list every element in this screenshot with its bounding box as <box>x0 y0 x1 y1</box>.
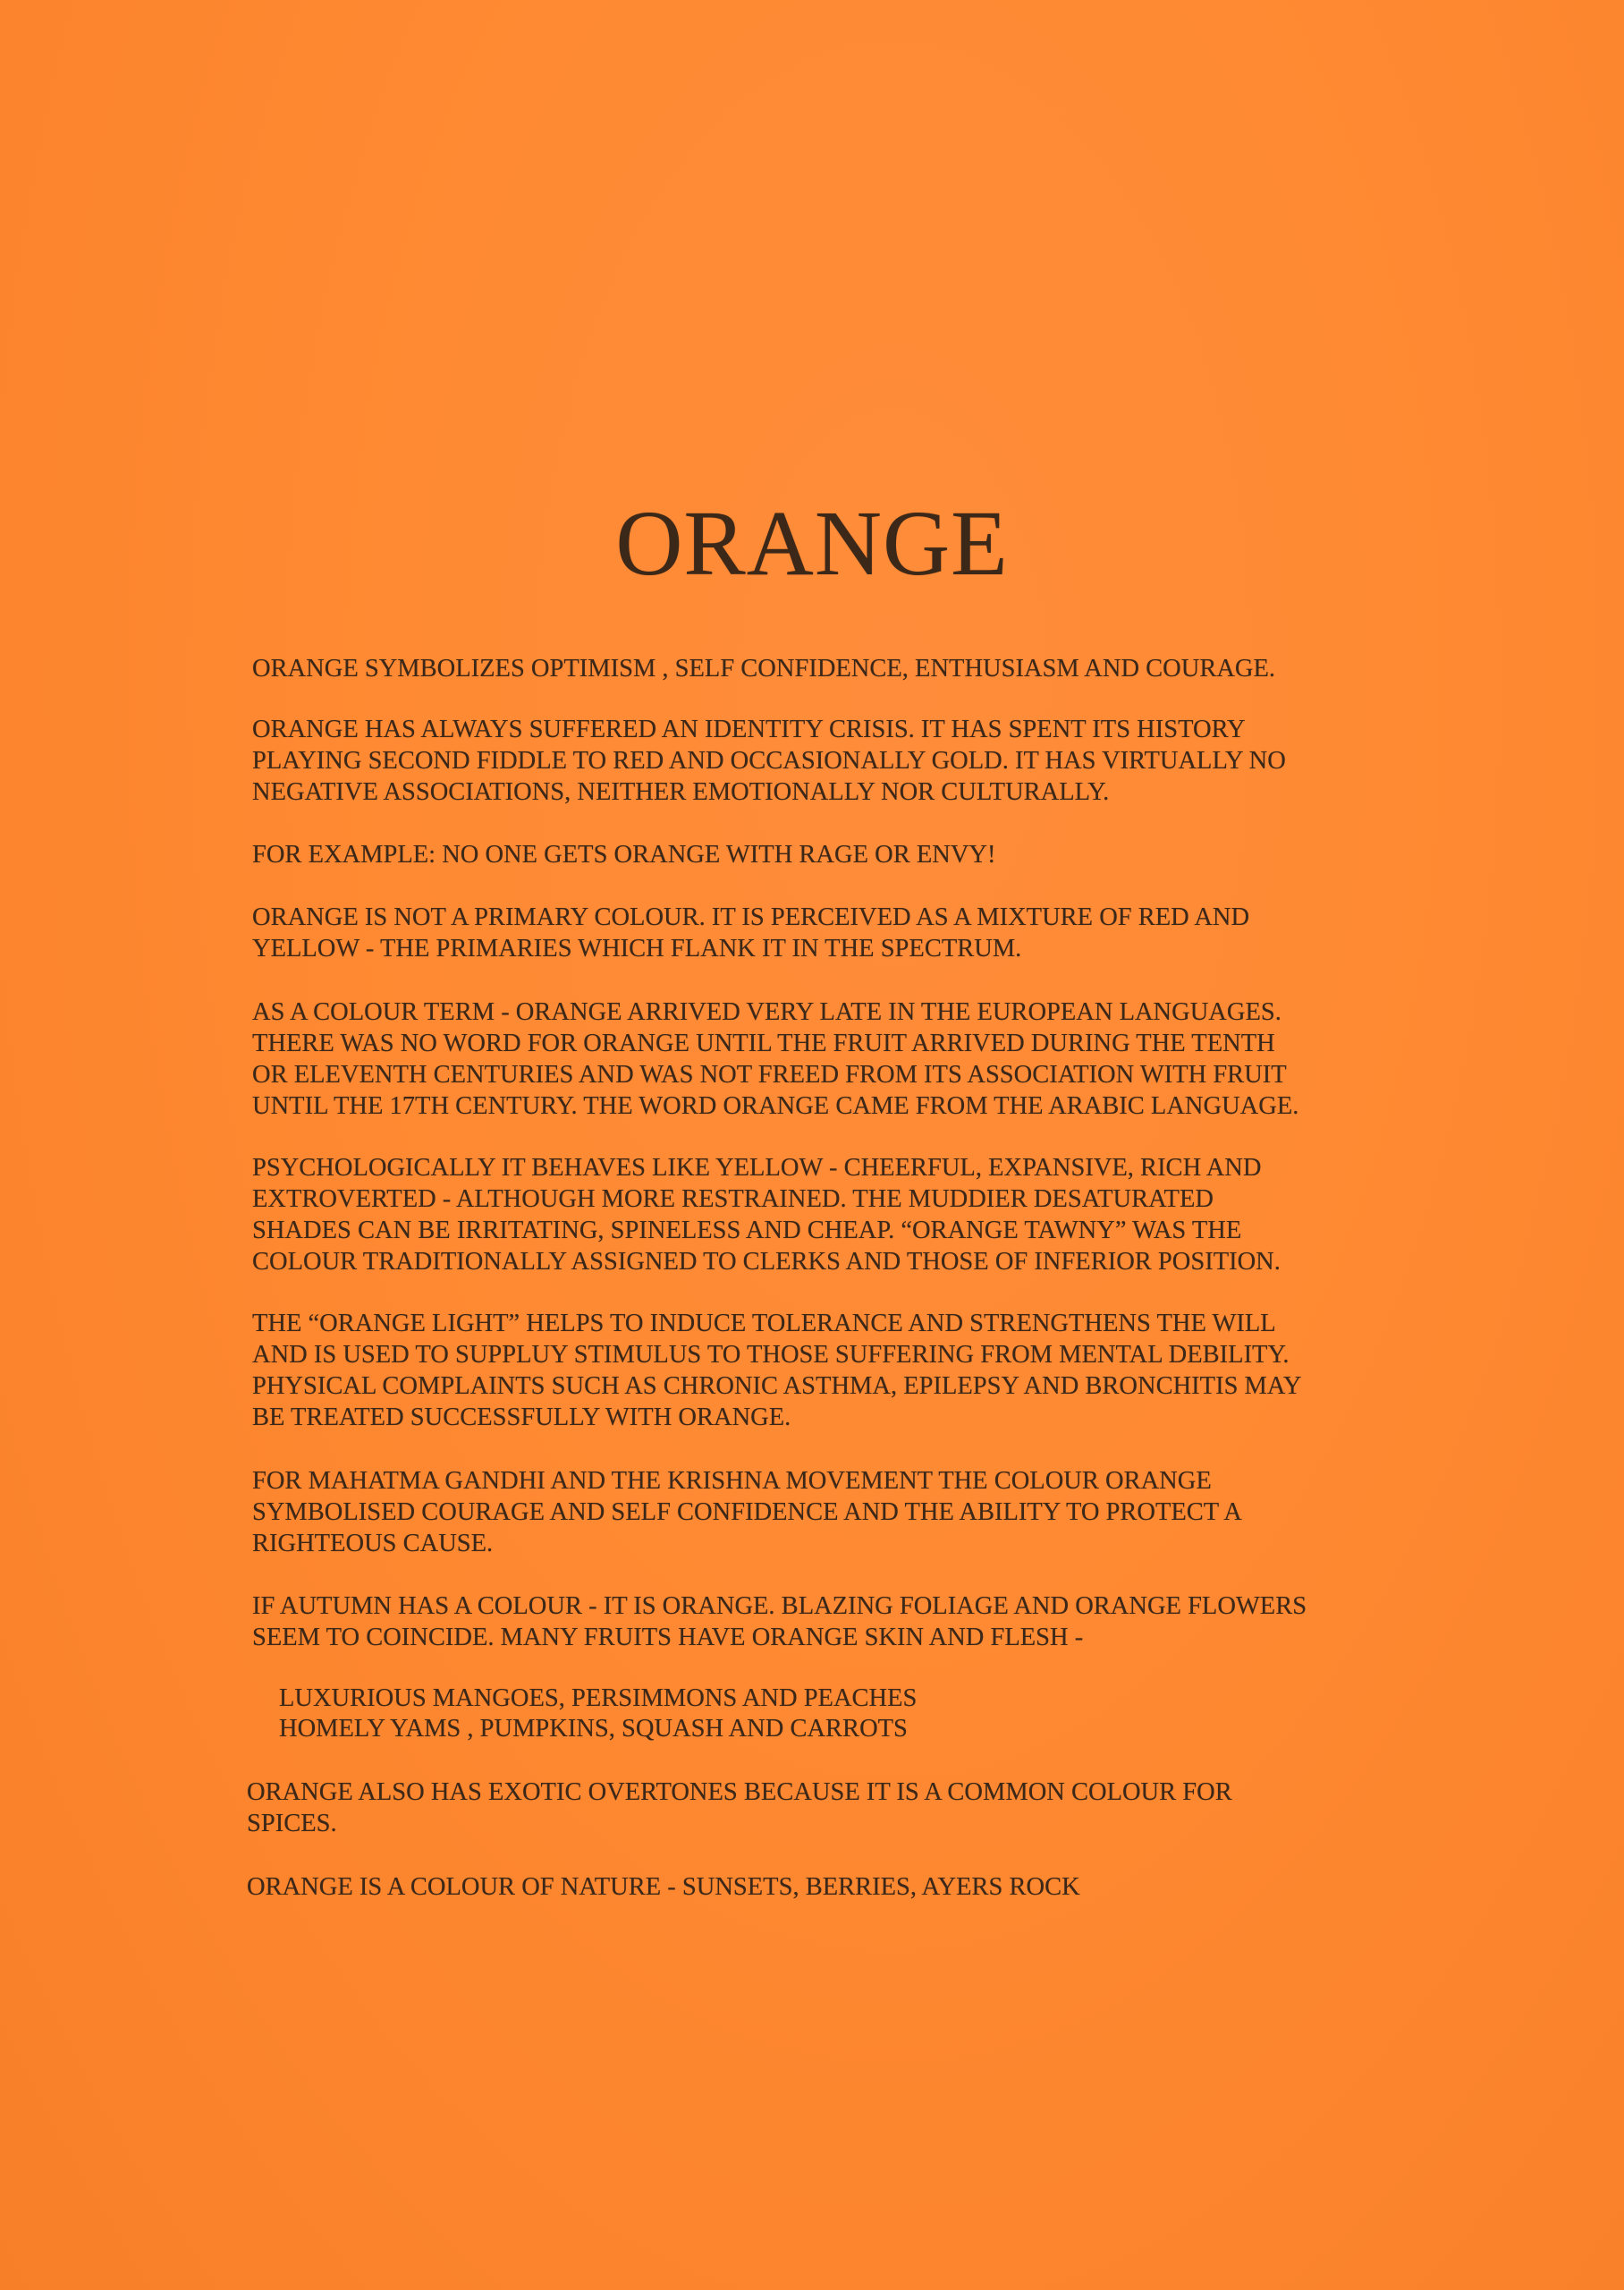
list-item: HOMELY YAMS , PUMPKINS, SQUASH AND CARROTS <box>279 1715 908 1743</box>
paragraph-nature: ORANGE IS A COLOUR OF NATURE - SUNSETS, BERRIES, AYERS ROCK <box>247 1873 1080 1901</box>
paragraph-autumn: IF AUTUMN HAS A COLOUR - IT IS ORANGE. BLAZING FOLIAGE AND ORANGE FLOWERS SEEM TO COINCIDE. MANY FRUITS HAVE ORANGE SKIN AND FLESH - <box>252 1592 1307 1651</box>
paragraph-primary-colour: ORANGE IS NOT A PRIMARY COLOUR. IT IS PERCEIVED AS A MIXTURE OF RED AND YELLOW - THE PRIMARIES WHICH FLANK IT IN THE SPECTRUM. <box>252 903 1250 963</box>
fruit-list <box>279 1684 1352 1744</box>
paragraph-identity-crisis: ORANGE HAS ALWAYS SUFFERED AN IDENTITY CRISIS. IT HAS SPENT ITS HISTORY PLAYING SECOND FIDDLE TO RED AND OCCASIONALLY GOLD. IT HAS VIRTUALLY NO NEGATIVE ASSOCIATIONS, NEITHER EMOTIONALLY NOR CULTURALLY. <box>252 716 1286 806</box>
paragraph-gandhi: FOR MAHATMA GANDHI AND THE KRISHNA MOVEMENT THE COLOUR ORANGE SYMBOLISED COURAGE AND SELF CONFIDENCE AND THE ABILITY TO PROTECT A RIGHTEOUS CAUSE. <box>252 1467 1242 1557</box>
paragraph-example: FOR EXAMPLE: NO ONE GETS ORANGE WITH RAGE OR ENVY! <box>252 841 996 869</box>
paragraph-exotic: ORANGE ALSO HAS EXOTIC OVERTONES BECAUSE IT IS A COMMON COLOUR FOR SPICES. <box>247 1778 1232 1837</box>
paragraph-psychology: PSYCHOLOGICALLY IT BEHAVES LIKE YELLOW - CHEERFUL, EXPANSIVE, RICH AND EXTROVERTED - ALTHOUGH MORE RESTRAINED. THE MUDDIER DESATURATED SHADES CAN BE IRRITATING, SPINELESS AND CHEAP. “ORANGE TAWNY” WAS THE COLOUR TRADITIONALLY ASSIGNED TO CLERKS AND THOSE OF INFERIOR POSITION. <box>252 1154 1281 1276</box>
paragraph-orange-light: THE “ORANGE LIGHT” HELPS TO INDUCE TOLERANCE AND STRENGTHENS THE WILL AND IS USED TO SUPPLUY STIMULUS TO THOSE SUFFERING FROM MENTAL DEBILITY. PHYSICAL COMPLAINTS SUCH AS CHRONIC ASTHMA, EPILEPSY AND BRONCHITIS MAY BE TREATED SUCCESSFULLY WITH ORANGE. <box>252 1310 1302 1431</box>
paragraph-symbolism: ORANGE SYMBOLIZES OPTIMISM , SELF CONFIDENCE, ENTHUSIASM AND COURAGE. <box>252 655 1276 683</box>
list-item: LUXURIOUS MANGOES, PERSIMMONS AND PEACHES <box>279 1684 918 1712</box>
paragraph-colour-term: AS A COLOUR TERM - ORANGE ARRIVED VERY LATE IN THE EUROPEAN LANGUAGES. THERE WAS NO WORD FOR ORANGE UNTIL THE FRUIT ARRIVED DURING THE TENTH OR ELEVENTH CENTURIES AND WAS NOT FREED FROM ITS ASSOCIATION WITH FRUIT UNTIL THE 17TH CENTURY. THE WORD ORANGE CAME FROM THE ARABIC LANGUAGE. <box>252 998 1299 1120</box>
page-title: ORANGE <box>615 492 1009 595</box>
